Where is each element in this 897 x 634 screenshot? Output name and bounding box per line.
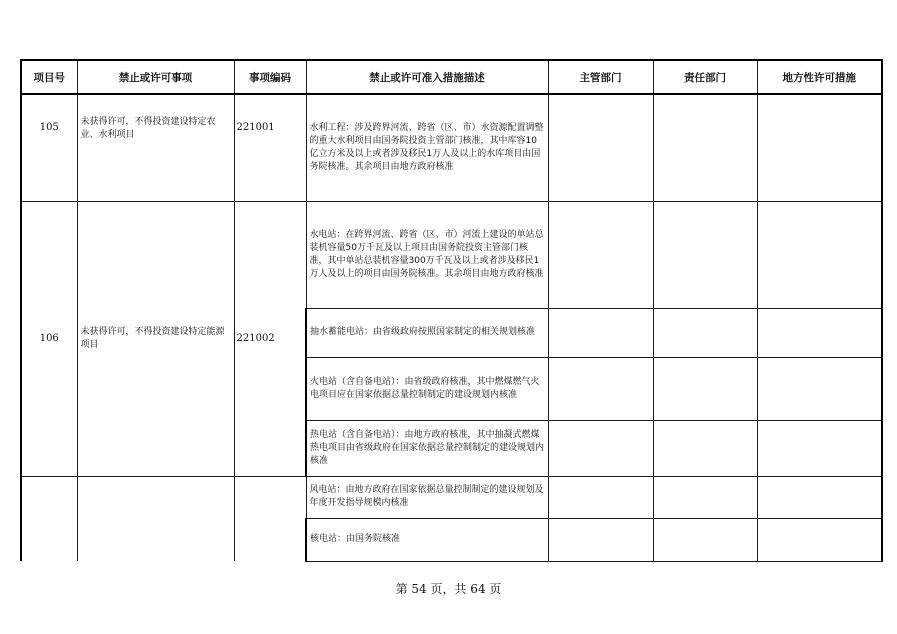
responsible-dept-cell (653, 357, 757, 420)
project-no: 105 (21, 94, 77, 201)
header-responsible-dept: 责任部门 (653, 60, 757, 94)
header-code: 事项编码 (234, 60, 306, 94)
local-measures-cell (757, 420, 882, 476)
competent-dept-cell (548, 476, 653, 518)
responsible-dept-cell (653, 94, 757, 201)
table-row (21, 94, 882, 201)
local-measures-cell (757, 518, 882, 561)
responsible-dept-cell (653, 420, 757, 476)
measure-description: 水电站：在跨界河流、跨省（区、市）河流上建设的单站总装机容量50万千瓦及以上项目由国务院投资主管部门核准，其中单站总装机容量300万千瓦及以上或者涉及移民1万人及以上的项目由国务院核准。其余项目由地方政府核准 (306, 201, 548, 308)
measure-description: 热电站（含自备电站）：由地方政府核准，其中抽凝式燃煤热电项目由省级政府在国家依据总量控制制定的建设规划内核准 (306, 420, 548, 476)
competent-dept-cell (548, 420, 653, 476)
competent-dept-cell (548, 94, 653, 201)
responsible-dept-cell (653, 201, 757, 308)
item-name (77, 476, 234, 561)
item-code: 221002 (234, 201, 306, 476)
page-number: 第 54 页，共 64 页 (395, 582, 502, 596)
measure-description: 核电站：由国务院核准 (306, 518, 548, 561)
project-no (21, 476, 77, 561)
local-measures-cell (757, 308, 882, 357)
header-item: 禁止或许可事项 (77, 60, 234, 94)
competent-dept-cell (548, 201, 653, 308)
header-project-no: 项目号 (21, 60, 77, 94)
measure-description: 水利工程：涉及跨界河流、跨省（区、市）水资源配置调整的重大水利项目由国务院投资主管部门核准，其中库容10亿立方米及以上或者涉及移民1万人及以上的水库项目由国务院核准。其余项目由地方政府核准 (306, 94, 548, 201)
table-row (21, 201, 882, 308)
competent-dept-cell (548, 518, 653, 561)
header-local-measures: 地方性许可措施 (757, 60, 882, 94)
item-name: 未获得许可，不得投资建设特定农业、水利项目 (77, 94, 234, 201)
measure-description: 火电站（含自备电站）：由省级政府核准，其中燃煤燃气火电项目应在国家依据总量控制制定的建设规划内核准 (306, 357, 548, 420)
header-competent-dept: 主管部门 (548, 60, 653, 94)
local-measures-cell (757, 201, 882, 308)
item-name: 未获得许可，不得投资建设特定能源项目 (77, 201, 234, 476)
competent-dept-cell (548, 357, 653, 420)
measure-description: 抽水蓄能电站：由省级政府按照国家制定的相关规划核准 (306, 308, 548, 357)
project-no: 106 (21, 201, 77, 476)
competent-dept-cell (548, 308, 653, 357)
responsible-dept-cell (653, 308, 757, 357)
local-measures-cell (757, 476, 882, 518)
table-header-row (21, 60, 882, 94)
table-row (21, 476, 882, 518)
item-code (234, 476, 306, 561)
permit-table (20, 59, 883, 562)
header-description: 禁止或许可准入措施描述 (306, 60, 548, 94)
responsible-dept-cell (653, 476, 757, 518)
measure-description: 风电站：由地方政府在国家依据总量控制制定的建设规划及年度开发指导规模内核准 (306, 476, 548, 518)
local-measures-cell (757, 357, 882, 420)
responsible-dept-cell (653, 518, 757, 561)
item-code: 221001 (234, 94, 306, 201)
local-measures-cell (757, 94, 882, 201)
